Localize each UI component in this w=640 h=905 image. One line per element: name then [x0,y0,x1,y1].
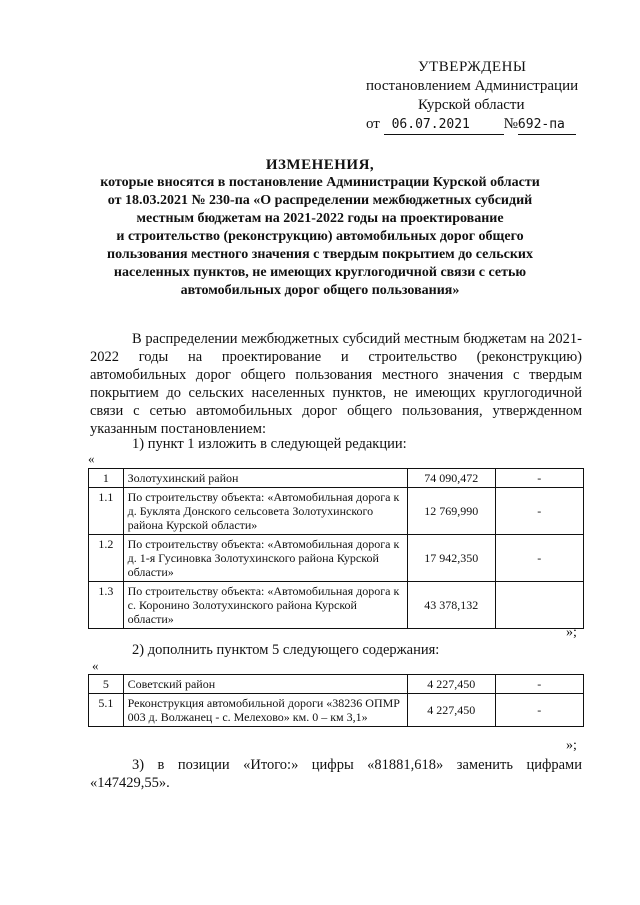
approval-authority: постановлением Администрации [366,78,579,94]
table2-close-quote: »; [566,738,577,753]
table-row [89,535,584,582]
number-label: № [503,116,518,132]
row-number: 1.3 [89,582,124,629]
approval-stamp [300,58,600,135]
document-title [60,156,580,300]
approval-number: 692-па [518,115,576,135]
title-line: от 18.03.2021 № 230-па «О распределении межбюджетных субсидий [107,193,533,208]
title-line: автомобильных дорог общего пользования» [180,283,460,298]
title-line: пользования местного значения с твердым покрытием до сельских [107,247,533,262]
row-name: Золотухинский район [123,469,407,488]
row-extra: - [495,469,583,488]
title-line: и строительство (реконструкцию) автомобильных дорог общего [116,229,524,244]
row-extra: - [495,675,583,694]
approval-region: Курской области [418,97,525,113]
row-number: 1.1 [89,488,124,535]
table-row [89,675,584,694]
title-line: которые вносятся в постановление Администрации Курской области [100,175,540,190]
row-number: 5.1 [89,694,124,727]
intro-paragraph: В распределении межбюджетных субсидий местным бюджетам на 2021-2022 годы на проектирование и строительство (реконструкцию) автомобильных дорог общего пользования местного значения с твердым покрытием до сельских населенных пунктов, не имеющих круглогодичной связи с сетью автомобильных дорог общего пользования, утвержденном указанным постановлением: [90,331,582,437]
row-extra: - [495,535,583,582]
row-extra [495,582,583,629]
approval-date-line [300,115,600,135]
row-value: 17 942,350 [408,535,496,582]
row-value: 4 227,450 [407,694,495,727]
approval-heading: УТВЕРЖДЕНЫ [418,59,527,75]
table1-open-quote: « [88,451,95,466]
item-2-text: 2) дополнить пунктом 5 следующего содержания: [132,642,440,658]
title-heading: ИЗМЕНЕНИЯ, [265,157,375,173]
row-name: Советский район [123,675,407,694]
table-row [89,469,584,488]
row-number: 5 [89,675,124,694]
table-1 [88,468,584,629]
row-extra: - [495,694,583,727]
table-2 [88,674,584,727]
row-value: 43 378,132 [408,582,496,629]
row-name: По строительству объекта: «Автомобильная дорога к д. 1-я Гусиновка Золотухинского района Курской области» [123,535,407,582]
row-number: 1 [89,469,124,488]
table1-close-quote: »; [566,625,577,640]
row-value: 4 227,450 [407,675,495,694]
row-value: 74 090,472 [408,469,496,488]
title-line: населенных пунктов, не имеющих круглогодичной связи с сетью [113,265,527,280]
row-extra: - [495,488,583,535]
from-label: от [366,116,380,132]
item-3-text: 3) в позиции «Итого:» цифры «81881,618» заменить цифрами «147429,55». [90,757,582,791]
row-name: По строительству объекта: «Автомобильная дорога к с. Коронино Золотухинского района Курской области» [123,582,407,629]
row-name: Реконструкция автомобильной дороги «38236 ОПМР 003 д. Волжанец - с. Мелехово» км. 0 – км 3,1» [123,694,407,727]
row-value: 12 769,990 [408,488,496,535]
title-line: местным бюджетам на 2021-2022 годы на проектирование [136,211,504,226]
table-row [89,582,584,629]
row-number: 1.2 [89,535,124,582]
item-1-text: 1) пункт 1 изложить в следующей редакции: [132,436,407,452]
approval-date: 06.07.2021 [384,115,504,135]
table-row [89,694,584,727]
table-row [89,488,584,535]
row-name: По строительству объекта: «Автомобильная дорога к д. Буклята Донского сельсовета Золотухинского района Курской области» [123,488,407,535]
table2-open-quote: « [92,658,99,673]
